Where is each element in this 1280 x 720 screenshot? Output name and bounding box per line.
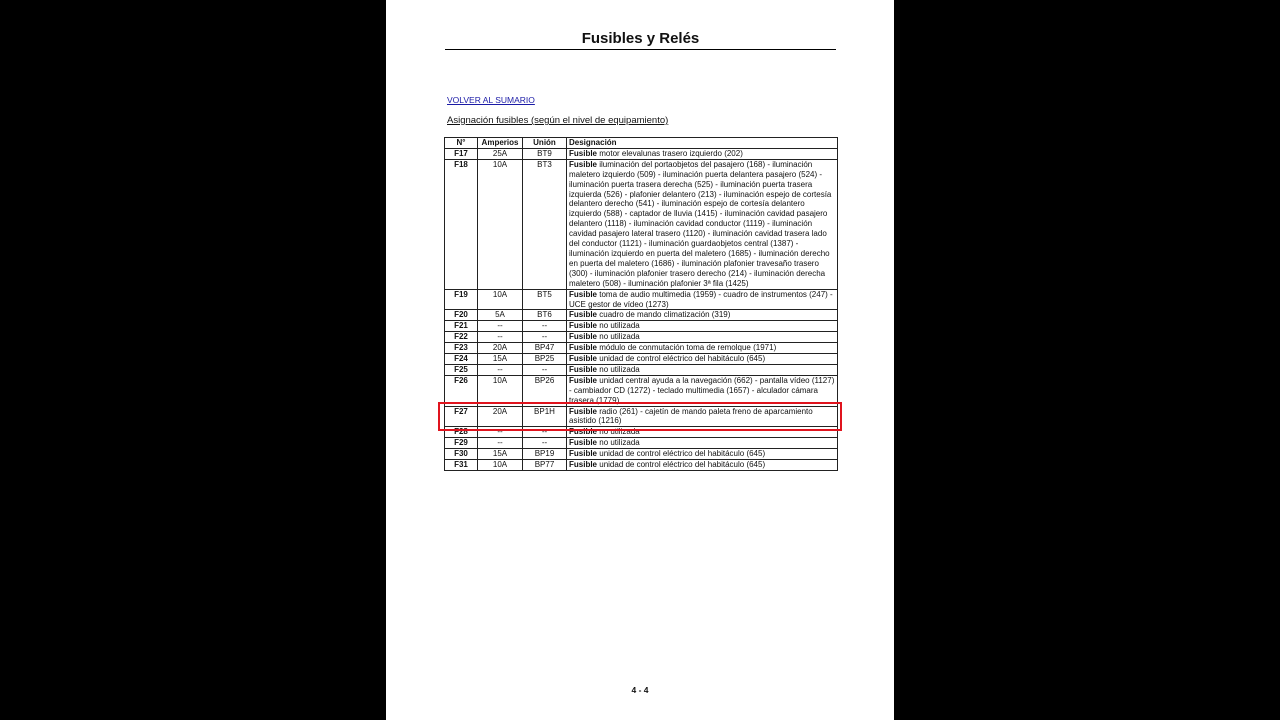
fuse-description: unidad central ayuda a la navegación (662) - pantalla vídeo (1127) - cambiador CD (1272) - teclado multimedia (1657) - alculador cámara trasera (1779) [569, 375, 835, 405]
fuse-designation [567, 427, 838, 438]
fuse-number: F24 [445, 354, 478, 365]
fuse-description: motor elevalunas trasero izquierdo (202) [597, 148, 743, 158]
fuse-amperes: 15A [478, 449, 523, 460]
fuse-designation [567, 343, 838, 354]
header-num: N° [445, 138, 478, 149]
table-row [445, 460, 838, 471]
fuse-union: -- [523, 427, 567, 438]
fuse-union: BP19 [523, 449, 567, 460]
fuse-number: F17 [445, 148, 478, 159]
fuse-number: F21 [445, 321, 478, 332]
fuse-union: -- [523, 364, 567, 375]
fuse-union: BT9 [523, 148, 567, 159]
table-row [445, 438, 838, 449]
table-header-row [445, 138, 838, 149]
fuse-designation [567, 159, 838, 289]
fuse-label: Fusible [569, 321, 598, 331]
fuse-label: Fusible [569, 427, 598, 437]
table-row [445, 310, 838, 321]
fuse-label: Fusible [569, 354, 598, 364]
fuse-label: Fusible [569, 460, 598, 470]
fuse-union: BP1H [523, 406, 567, 427]
fuse-label: Fusible [569, 406, 598, 416]
fuse-number: F29 [445, 438, 478, 449]
fuse-amperes: 10A [478, 375, 523, 406]
fuse-number: F30 [445, 449, 478, 460]
fuse-designation [567, 460, 838, 471]
fuse-amperes: 25A [478, 148, 523, 159]
fuse-amperes: -- [478, 438, 523, 449]
fuse-number: F20 [445, 310, 478, 321]
fuse-union: -- [523, 332, 567, 343]
fuse-number: F28 [445, 427, 478, 438]
fuse-union: BP47 [523, 343, 567, 354]
fuse-amperes: 20A [478, 406, 523, 427]
fuse-description: no utilizada [597, 438, 640, 448]
fuse-description: no utilizada [597, 332, 640, 342]
fuse-description: cuadro de mando climatización (319) [597, 310, 731, 320]
fuse-label: Fusible [569, 310, 598, 320]
fuse-label: Fusible [569, 343, 598, 353]
table-subtitle: Asignación fusibles (según el nivel de equipamiento) [447, 115, 669, 126]
page-title: Fusibles y Relés [445, 31, 836, 50]
fuse-designation [567, 289, 838, 310]
fuse-table-body [445, 148, 838, 470]
fuse-designation [567, 310, 838, 321]
fuse-description: no utilizada [597, 321, 640, 331]
fuse-label: Fusible [569, 332, 598, 342]
fuse-designation [567, 364, 838, 375]
fuse-description: unidad de control eléctrico del habitáculo (645) [597, 460, 766, 470]
table-row [445, 364, 838, 375]
fuse-designation [567, 354, 838, 365]
fuse-label: Fusible [569, 148, 598, 158]
table-row [445, 375, 838, 406]
header-designation: Designación [567, 138, 838, 149]
fuse-description: unidad de control eléctrico del habitáculo (645) [597, 354, 766, 364]
page-number: 4 - 4 [631, 685, 649, 695]
fuse-description: no utilizada [597, 427, 640, 437]
fuse-union: BT6 [523, 310, 567, 321]
fuse-number: F19 [445, 289, 478, 310]
fuse-union: BT3 [523, 159, 567, 289]
fuse-designation [567, 321, 838, 332]
fuse-union: -- [523, 438, 567, 449]
table-row [445, 332, 838, 343]
table-row [445, 343, 838, 354]
fuse-union: -- [523, 321, 567, 332]
fuse-number: F25 [445, 364, 478, 375]
fuse-amperes: -- [478, 427, 523, 438]
fuse-union: BP26 [523, 375, 567, 406]
fuse-label: Fusible [569, 449, 598, 459]
fuse-amperes: -- [478, 321, 523, 332]
table-row [445, 159, 838, 289]
fuse-designation [567, 406, 838, 427]
fuse-table [444, 137, 838, 471]
fuse-amperes: 5A [478, 310, 523, 321]
fuse-amperes: -- [478, 332, 523, 343]
fuse-description: toma de audio multimedia (1959) - cuadro de instrumentos (247) - UCE gestor de vídeo (1273) [569, 289, 833, 309]
fuse-label: Fusible [569, 364, 598, 374]
fuse-description: iluminación del portaobjetos del pasajero (168) - iluminación maletero izquierdo (509) - iluminación puerta delantera pasajero (524) - iluminación puerta trasera derecha (525) - iluminación puerta trasera izquierda (526) - plafonier delantero (213) - iluminación espejo de cortesía delantero derecho (541) - iluminación espejo de cortesía delantero izquierdo (588) - captador de lluvia (1415) - iluminación cavidad pasajero delantero (1118) - iluminación cavidad conductor (1119) - iluminación cavidad pasajero lateral trasero (1120) - iluminación cavidad trasera lado del conductor (1121) - iluminación guardaobjetos central (1387) - iluminación izquierdo en puerta del maletero (1685) - iluminación derecho en puerta del maletero (1686) - iluminación plafonier travesaño trasero (300) - iluminación plafonier trasero derecho (214) - iluminación derecha maletero (508) - iluminación plafonier 3ª fila (1425) [569, 159, 832, 288]
fuse-designation [567, 148, 838, 159]
fuse-union: BP77 [523, 460, 567, 471]
fuse-label: Fusible [569, 438, 598, 448]
fuse-union: BT5 [523, 289, 567, 310]
table-row [445, 321, 838, 332]
fuse-designation [567, 449, 838, 460]
fuse-amperes: 15A [478, 354, 523, 365]
fuse-designation [567, 375, 838, 406]
fuse-number: F18 [445, 159, 478, 289]
document-page [386, 0, 894, 720]
fuse-number: F22 [445, 332, 478, 343]
table-row [445, 354, 838, 365]
table-row [445, 289, 838, 310]
fuse-description: radio (261) - cajetín de mando paleta freno de aparcamiento asistido (1216) [569, 406, 813, 426]
fuse-label: Fusible [569, 159, 598, 169]
fuse-description: módulo de conmutación toma de remolque (1971) [597, 343, 777, 353]
fuse-amperes: 10A [478, 460, 523, 471]
fuse-description: unidad de control eléctrico del habitáculo (645) [597, 449, 766, 459]
fuse-amperes: 10A [478, 159, 523, 289]
fuse-amperes: 20A [478, 343, 523, 354]
fuse-union: BP25 [523, 354, 567, 365]
back-to-summary-link[interactable]: VOLVER AL SUMARIO [447, 95, 535, 105]
table-row [445, 449, 838, 460]
fuse-number: F27 [445, 406, 478, 427]
header-amperes: Amperios [478, 138, 523, 149]
fuse-designation [567, 332, 838, 343]
table-row [445, 148, 838, 159]
fuse-label: Fusible [569, 375, 598, 385]
table-row [445, 406, 838, 427]
fuse-number: F26 [445, 375, 478, 406]
fuse-description: no utilizada [597, 364, 640, 374]
fuse-amperes: -- [478, 364, 523, 375]
fuse-label: Fusible [569, 289, 598, 299]
table-row [445, 427, 838, 438]
header-union: Unión [523, 138, 567, 149]
fuse-number: F31 [445, 460, 478, 471]
fuse-number: F23 [445, 343, 478, 354]
fuse-designation [567, 438, 838, 449]
fuse-amperes: 10A [478, 289, 523, 310]
